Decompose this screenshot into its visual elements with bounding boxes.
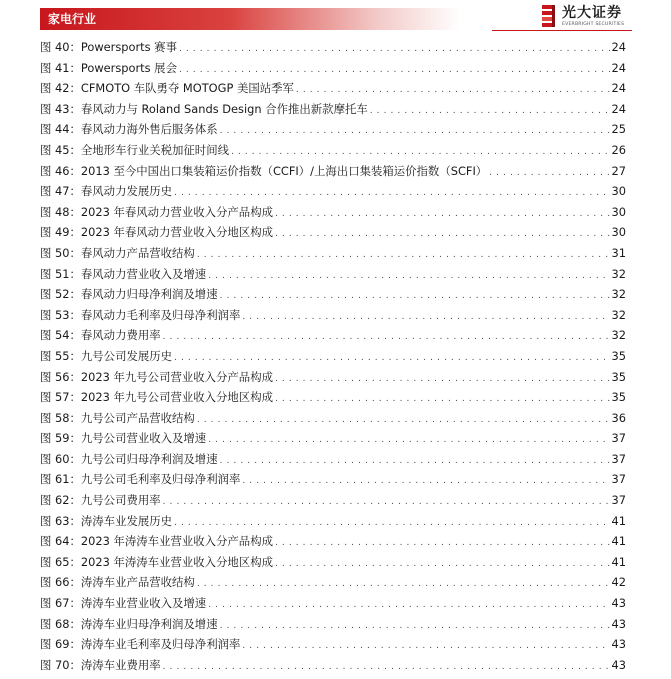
toc-leader-dots	[231, 142, 610, 163]
toc-leader-dots	[296, 80, 610, 101]
toc-entry-page: 35	[611, 348, 626, 363]
toc-entry-page: 24	[611, 60, 626, 75]
toc-entry-page: 43	[611, 616, 626, 631]
toc-entry-label: 图 69：涛涛车业毛利率及归母净利润率	[40, 637, 241, 652]
toc-entry[interactable]	[40, 325, 626, 346]
toc-entry-page: 36	[611, 410, 626, 425]
toc-entry-page: 32	[611, 307, 626, 322]
logo-text-en: EVERBRIGHT SECURITIES	[562, 22, 625, 27]
toc-entry-label: 图 44：春风动力海外售后服务体系	[40, 122, 218, 137]
toc-entry-label: 图 67：涛涛车业营业收入及增速	[40, 596, 207, 611]
toc-leader-dots	[197, 245, 610, 266]
toc-entry-label: 图 54：春风动力费用率	[40, 328, 161, 343]
toc-leader-dots	[163, 327, 610, 348]
toc-entry-page: 24	[611, 81, 626, 96]
toc-leader-dots	[242, 471, 609, 492]
toc-leader-dots	[208, 430, 609, 451]
toc-entry-label: 图 65：2023 年涛涛车业营业收入分地区构成	[40, 554, 273, 569]
toc-entry-label: 图 53：春风动力毛利率及归母净利润率	[40, 307, 241, 322]
toc-leader-dots	[489, 163, 609, 184]
toc-entry[interactable]	[40, 634, 626, 655]
toc-entry-page: 37	[611, 472, 626, 487]
toc-entry[interactable]	[40, 78, 626, 99]
toc-entry-label: 图 56：2023 年九号公司营业收入分产品构成	[40, 369, 273, 384]
brand-logo	[540, 4, 640, 32]
toc-entry-label: 图 62：九号公司费用率	[40, 493, 161, 508]
toc-entry[interactable]	[40, 58, 626, 79]
toc-entry[interactable]	[40, 572, 626, 593]
toc-entry-page: 41	[611, 554, 626, 569]
toc-entry-label: 图 55：九号公司发展历史	[40, 348, 173, 363]
toc-entry-label: 图 60：九号公司归母净利润及增速	[40, 451, 218, 466]
toc-entry-label: 图 70：涛涛车业费用率	[40, 657, 161, 672]
toc-entry-page: 41	[611, 513, 626, 528]
toc-entry[interactable]	[40, 449, 626, 470]
toc-entry[interactable]	[40, 490, 626, 511]
toc-entry-label: 图 43：春风动力与 Roland Sands Design 合作推出新款摩托车	[40, 101, 368, 116]
toc-entry[interactable]	[40, 531, 626, 552]
toc-entry[interactable]	[40, 387, 626, 408]
toc-entry[interactable]	[40, 614, 626, 635]
toc-leader-dots	[275, 554, 610, 575]
toc-entry[interactable]	[40, 284, 626, 305]
toc-leader-dots	[242, 307, 609, 328]
toc-leader-dots	[197, 574, 610, 595]
toc-entry-label: 图 64：2023 年涛涛车业营业收入分产品构成	[40, 534, 273, 549]
toc-entry[interactable]	[40, 469, 626, 490]
toc-leader-dots	[275, 533, 610, 554]
toc-entry[interactable]	[40, 428, 626, 449]
toc-leader-dots	[220, 121, 610, 142]
toc-leader-dots	[208, 266, 609, 287]
toc-entry[interactable]	[40, 243, 626, 264]
toc-entry-label: 图 48：2023 年春风动力营业收入分产品构成	[40, 204, 273, 219]
toc-entry[interactable]	[40, 181, 626, 202]
toc-entry-label: 图 50：春风动力产品营收结构	[40, 245, 195, 260]
figure-list	[40, 37, 626, 675]
toc-entry-page: 32	[611, 287, 626, 302]
toc-entry-page: 43	[611, 637, 626, 652]
toc-entry-label: 图 46：2013 至今中国出口集装箱运价指数（CCFI）/上海出口集装箱运价指数（SCFI）	[40, 163, 488, 178]
toc-leader-dots	[179, 39, 610, 60]
toc-entry-page: 37	[611, 493, 626, 508]
toc-entry-page: 26	[611, 142, 626, 157]
toc-leader-dots	[275, 204, 610, 225]
toc-leader-dots	[174, 513, 609, 534]
toc-entry-label: 图 47：春风动力发展历史	[40, 184, 173, 199]
toc-leader-dots	[174, 348, 609, 369]
toc-leader-dots	[179, 60, 610, 81]
toc-entry-page: 30	[611, 184, 626, 199]
toc-entry[interactable]	[40, 346, 626, 367]
toc-entry-page: 42	[611, 575, 626, 590]
toc-entry-page: 30	[611, 204, 626, 219]
toc-leader-dots	[370, 101, 610, 122]
toc-entry[interactable]	[40, 161, 626, 182]
toc-entry-page: 35	[611, 369, 626, 384]
toc-entry-label: 图 51：春风动力营业收入及增速	[40, 266, 207, 281]
toc-entry-page: 43	[611, 657, 626, 672]
toc-entry-page: 27	[611, 163, 626, 178]
toc-entry[interactable]	[40, 367, 626, 388]
toc-entry-label: 图 68：涛涛车业归母净利润及增速	[40, 616, 218, 631]
toc-entry[interactable]	[40, 119, 626, 140]
toc-entry-page: 37	[611, 431, 626, 446]
toc-entry-page: 25	[611, 122, 626, 137]
toc-entry-page: 24	[611, 40, 626, 54]
toc-entry-page: 32	[611, 328, 626, 343]
toc-entry-label: 图 41：Powersports 展会	[40, 60, 177, 75]
toc-entry-page: 31	[611, 245, 626, 260]
toc-entry-page: 32	[611, 266, 626, 281]
logo-mark-icon	[540, 4, 556, 28]
toc-entry[interactable]	[40, 655, 626, 676]
toc-entry[interactable]	[40, 511, 626, 532]
toc-leader-dots	[275, 224, 610, 245]
toc-leader-dots	[163, 657, 610, 678]
toc-entry-label: 图 45：全地形车行业关税加征时间线	[40, 142, 229, 157]
toc-leader-dots	[208, 595, 609, 616]
toc-entry-page: 24	[611, 101, 626, 116]
toc-entry[interactable]	[40, 222, 626, 243]
toc-entry-label: 图 49：2023 年春风动力营业收入分地区构成	[40, 225, 273, 240]
toc-entry-label: 图 58：九号公司产品营收结构	[40, 410, 195, 425]
toc-entry[interactable]	[40, 593, 626, 614]
toc-leader-dots	[220, 286, 610, 307]
toc-entry-page: 41	[611, 534, 626, 549]
header-band	[40, 8, 460, 30]
toc-leader-dots	[174, 183, 609, 204]
section-title: 家电行业	[48, 12, 97, 26]
toc-entry[interactable]	[40, 140, 626, 161]
toc-entry-page: 43	[611, 596, 626, 611]
toc-entry[interactable]	[40, 202, 626, 223]
toc-entry-page: 37	[611, 451, 626, 466]
toc-entry-label: 图 61：九号公司毛利率及归母净利润率	[40, 472, 241, 487]
toc-entry[interactable]	[40, 305, 626, 326]
toc-entry[interactable]	[40, 264, 626, 285]
toc-entry-label: 图 57：2023 年九号公司营业收入分地区构成	[40, 390, 273, 405]
toc-entry[interactable]	[40, 552, 626, 573]
toc-entry-label: 图 59：九号公司营业收入及增速	[40, 431, 207, 446]
toc-entry[interactable]	[40, 37, 626, 58]
toc-entry-label: 图 63：涛涛车业发展历史	[40, 513, 173, 528]
toc-entry-label: 图 52：春风动力归母净利润及增速	[40, 287, 218, 302]
toc-leader-dots	[197, 410, 610, 431]
toc-leader-dots	[275, 389, 610, 410]
logo-text-cn: 光大证券	[562, 5, 622, 21]
toc-entry-page: 35	[611, 390, 626, 405]
toc-entry[interactable]	[40, 99, 626, 120]
toc-entry-page: 30	[611, 225, 626, 240]
toc-leader-dots	[242, 636, 609, 657]
toc-entry-label: 图 42：CFMOTO 车队勇夺 MOTOGP 美国站季军	[40, 81, 294, 96]
toc-entry[interactable]	[40, 408, 626, 429]
toc-entry-label: 图 66：涛涛车业产品营收结构	[40, 575, 195, 590]
toc-entry-label: 图 40：Powersports 赛事	[40, 40, 177, 54]
toc-leader-dots	[163, 492, 610, 513]
toc-leader-dots	[220, 451, 610, 472]
toc-leader-dots	[275, 369, 610, 390]
toc-leader-dots	[220, 616, 610, 637]
